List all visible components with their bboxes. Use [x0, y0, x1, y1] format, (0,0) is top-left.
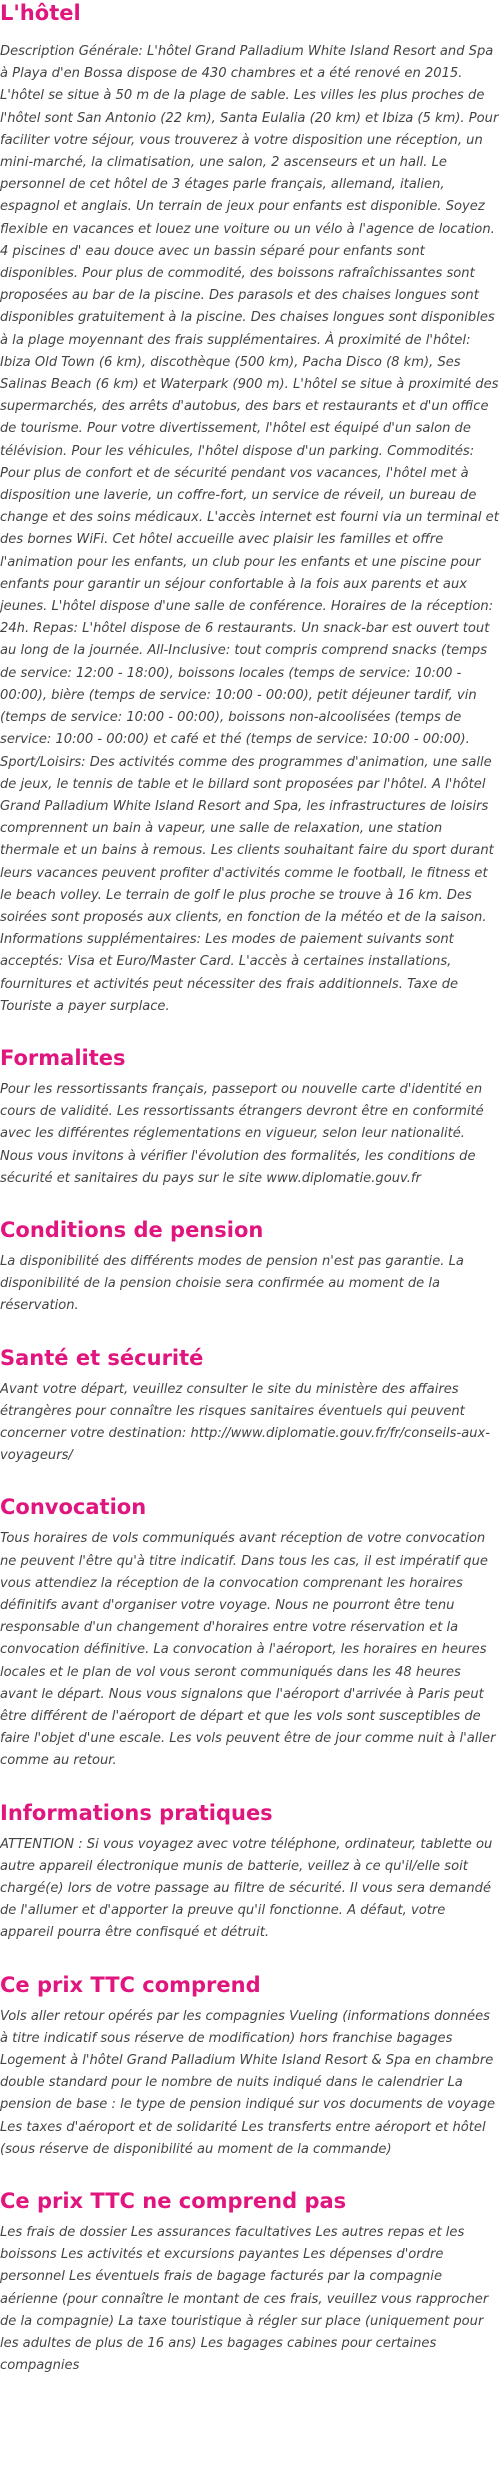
section-hotel [0, 0, 500, 1018]
section-body-pension: La disponibilité des différents modes de pension n'est pas garantie. La disponibilité de la pension choisie sera confirmée au moment de la réservation. [0, 1253, 464, 1314]
section-formalites [0, 1045, 500, 1190]
section-body-formalites: Pour les ressortissants français, passeport ou nouvelle carte d'identité en cours de validité. Les ressortissants étrangers devront être en conformité avec les différentes réglementations en vigueur, selon leur nationalité. Nous vous invitons à vérifier l'évolution des formalités, les conditions de sécurité et sanitaires du pays sur le site www.diplomatie.gouv.fr [0, 1081, 484, 1186]
section-prix-ne-comprend [0, 2188, 500, 2377]
section-body-sante: Avant votre départ, veuillez consulter le site du ministère des affaires étrangères pour connaître les risques sanitaires éventuels qui peuvent concerner votre destination: http://www.diplomatie.gouv.fr/fr/conseils-aux-voyageurs/ [0, 1381, 490, 1464]
section-title-informations-pratiques: Informations pratiques [0, 1800, 273, 1825]
section-title-prix-ne-comprend: Ce prix TTC ne comprend pas [0, 2189, 347, 2214]
section-title-prix-comprend: Ce prix TTC comprend [0, 1972, 261, 1997]
section-sante [0, 1345, 500, 1468]
section-body-prix-ne-comprend: Les frais de dossier Les assurances facultatives Les autres repas et les boissons Les activités et excursions payantes Les dépenses d'ordre personnel Les éventuels frais de bagage facturés par la compagnie aérienne (pour connaître le montant de ces frais, veuillez vous rapprocher de la compagnie) La taxe touristique à régler sur place (uniquement pour les adultes de plus de 16 ans) Les bagages cabines pour certaines compagnies [0, 2225, 489, 2374]
section-title-formalites: Formalites [0, 1045, 126, 1070]
section-convocation [0, 1494, 500, 1772]
section-body-informations-pratiques: ATTENTION : Si vous voyagez avec votre téléphone, ordinateur, tablette ou autre appareil électronique munis de batterie, veillez à ce qu'il/elle soit chargé(e) lors de votre passage au filtre de sécurité. Il vous sera demandé de l'allumer et d'apporter la preuve qu'il fonctionne. A défaut, votre appareil pourra être confisqué et détruit. [0, 1836, 493, 1941]
section-title-sante: Santé et sécurité [0, 1345, 204, 1370]
section-pension [0, 1217, 500, 1318]
section-title-hotel: L'hôtel [0, 1, 81, 25]
section-body-convocation: Tous horaires de vols communiqués avant réception de votre convocation ne peuvent l'être qu'à titre indicatif. Dans tous les cas, il est impératif que vous attendiez la réception de la convocation comprenant les horaires définitifs avant d'organiser votre voyage. Nous ne pourront être tenu responsable d'un changement d'horaires entre votre réservation et la convocation définitive. La convocation à l'aéroport, les horaires en heures locales et le plan de vol vous seront communiqués dans les 48 heures avant le départ. Nous vous signalons que l'aéroport d'arrivée à Paris peut être différent de l'aéroport de départ et que les vols sont susceptibles de faire l'objet d'une escale. Les vols peuvent être de jour comme nuit à l'aller comme au retour. [0, 1531, 496, 1769]
section-body-prix-comprend: Vols aller retour opérés par les compagnies Vueling (informations données à titre indicatif sous réserve de modification) hors franchise bagages Logement à l'hôtel Grand Palladium White Island Resort & Spa en chambre double standard pour le nombre de nuits indiqué dans le calendrier La pension de base : le type de pension indiqué sur vos documents de voyage Les taxes d'aéroport et de solidarité Les transferts entre aéroport et hôtel (sous réserve de disponibilité au moment de la commande) [0, 2008, 496, 2157]
section-prix-comprend [0, 1972, 500, 2161]
section-title-pension: Conditions de pension [0, 1217, 264, 1242]
section-body-hotel: Description Générale: L'hôtel Grand Palladium White Island Resort and Spa à Playa d'en Bossa dispose de 430 chambres et a été renové en 2015. L'hôtel se situe à 50 m de la plage de sable. Les villes les plus proches de l'hôtel sont San Antonio (22 km), Santa Eulalia (20 km) et Ibiza (5 km). Pour faciliter votre séjour, vous trouverez à votre disposition une réception, un mini-marché, la climatisation, une salon, 2 ascenseurs et un hall. Le personnel de cet hôtel de 3 étages parle français, allemand, italien, espagnol et anglais. Un terrain de jeux pour enfants est disponible. Soyez flexible en vacances et louez une voiture ou un vélo à l'agence de location. 4 piscines d' eau douce avec un bassin séparé pour enfants sont disponibles. Pour plus de commodité, des boissons rafraîchissantes sont proposées au bar de la piscine. Des parasols et des chaises longues sont disponibles gratuitement à la piscine. Des chaises longues sont disponibles à la plage moyennant des frais supplémentaires. À proximité de l'hôtel: Ibiza Old Town (6 km), discothèque (500 km), Pacha Disco (8 km), Ses Salinas Beach (6 km) et Waterpark (900 m). L'hôtel se situe à proximité des supermarchés, des arrêts d'autobus, des bars et restaurants et d'un office de tourisme. Pour votre divertissement, l'hôtel est équipé d'un salon de télévision. Pour les véhicules, l'hôtel dispose d'un parking. Commodités: Pour plus de confort et de sécurité pendant vos vacances, l'hôtel met à disposition une laverie, un coffre-fort, un service de réveil, un bureau de change et des soins médicaux. L'accès internet est fourni via un terminal et des bornes WiFi. Cet hôtel accueille avec plaisir les familles et offre l'animation pour les enfants, un club pour les enfants et une piscine pour enfants pour garantir un séjour confortable à la fois aux parents et aux jeunes. L'hôtel dispose d'une salle de conférence. Horaires de la réception: 24h. Repas: L'hôtel dispose de 6 restaurants. Un snack-bar est ouvert tout au long de la journée. All-Inclusive: tout compris comprend snacks (temps de service: 12:00 - 18:00), boissons locales (temps de service: 10:00 - 00:00), bière (temps de service: 10:00 - 00:00), petit déjeuner tardif, vin (temps de service: 10:00 - 00:00), boissons non-alcoolisées (temps de service: 10:00 - 00:00) et café et thé (temps de service: 10:00 - 00:00). Sport/Loisirs: Des activités comme des programmes d'animation, une salle de jeux, le tennis de table et le billard sont proposées par l'hôtel. A l'hôtel Grand Palladium White Island Resort and Spa, les infrastructures de loisirs comprennent un bain à vapeur, une salle de relaxation, une station thermale et un bains à remous. Les clients souhaitant faire du sport durant leurs vacances peuvent profiter d'activités comme le football, le fitness et le beach volley. Le terrain de golf le plus proche se trouve à 16 km. Des soirées sont proposés aux clients, en fonction de la météo et de la saison. Informations supplémentaires: Les modes de paiement suivants sont acceptés: Visa et Euro/Master Card. L'accès à certaines installations, fournitures et activités peut nécessiter des frais additionnels. Taxe de Touriste a payer surplace. [0, 44, 499, 1014]
section-informations-pratiques [0, 1800, 500, 1945]
section-title-convocation: Convocation [0, 1495, 147, 1520]
